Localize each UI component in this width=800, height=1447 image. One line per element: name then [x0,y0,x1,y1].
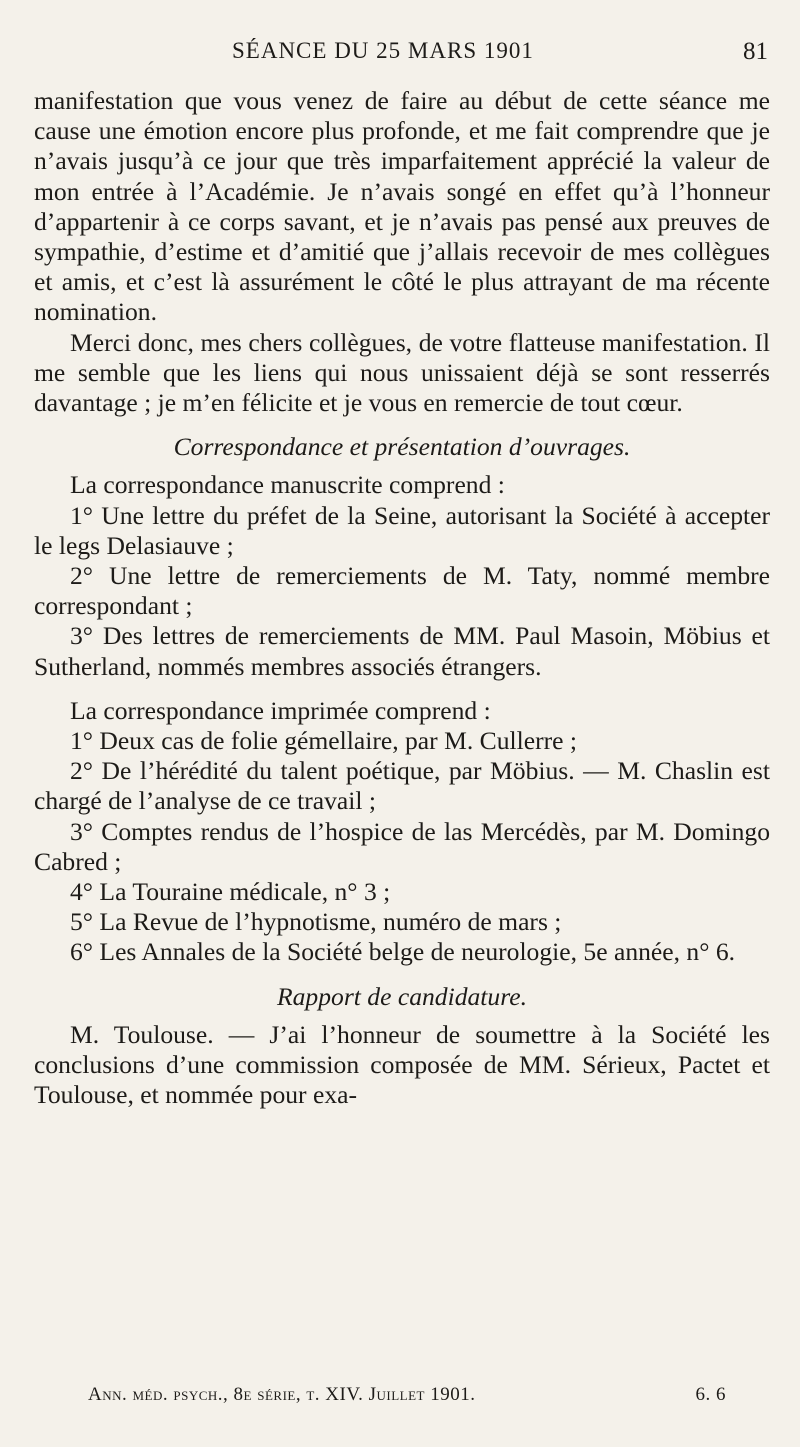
paragraph-continuation: manifestation que vous venez de faire au début de cette séance me cause une émotion encore plus profonde, et me fait comprendre que je n’avais jusqu’à ce jour que très imparfaitement apprécié la valeur de mon entrée à l’Académie. Je n’avais songé en effet qu’à l’honneur d’appartenir à ce corps savant, et je n’avais pas pensé aux preuves de sympathie, d’estime et d’amitié que j’allais recevoir de mes collègues et amis, et c’est là assurément le côté le plus attrayant de ma récente nomination. [34,86,770,327]
list-item: 5° La Revue de l’hypnotisme, numéro de mars ; [70,907,562,937]
list-item: 2° De l’hérédité du talent poétique, par Möbius. — M. Chaslin est chargé de l’analyse de ce travail ; [34,756,770,816]
list-item: 3° Des lettres de remerciements de MM. Paul Masoin, Möbius et Sutherland, nommés membres associés étrangers. [34,621,770,681]
running-title: SÉANCE DU 25 MARS 1901 [232,38,534,63]
list-item: 4° La Touraine médicale, n° 3 ; [70,877,391,907]
section-heading-correspondance: Correspondance et présentation d’ouvrages. [173,432,631,462]
list-item: 1° Deux cas de folie gémellaire, par M. Cullerre ; [70,726,577,756]
paragraph-thanks: Merci donc, mes chers collègues, de votre flatteuse manifestation. Il me semble que les liens qui nous unissaient déjà se sont resserrés davantage ; je m’en félicite et je vous en remercie de tout cœur. [34,327,770,418]
page-number: 81 [743,38,768,65]
signature-mark: 6. 6 [695,1384,726,1405]
journal-reference: Ann. méd. psych., 8e série, t. XIV. Juillet 1901. [88,1384,476,1405]
intro-correspondance-imprimee: La correspondance imprimée comprend : [70,695,491,725]
intro-correspondance-manuscrite: La correspondance manuscrite comprend : [70,470,505,500]
section-heading-rapport: Rapport de candidature. [277,981,527,1011]
list-item: 1° Une lettre du préfet de la Seine, autorisant la Société à accepter le legs Delasiauve ; [34,500,770,560]
list-item: 2° Une lettre de remerciements de M. Taty, nommé membre correspondant ; [34,561,770,621]
spacer [34,682,770,696]
list-item: 3° Comptes rendus de l’hospice de las Mercédès, par M. Domingo Cabred ; [34,816,770,876]
page-body [34,86,770,1111]
list-item: 6° Les Annales de la Société belge de neurologie, 5e année, n° 6. [70,937,736,967]
page-header [34,38,770,74]
paragraph-rapport: M. Toulouse. — J’ai l’honneur de soumettre à la Société les conclusions d’une commission composée de MM. Sérieux, Pactet et Toulouse, et nommée pour exa- [34,1019,770,1110]
